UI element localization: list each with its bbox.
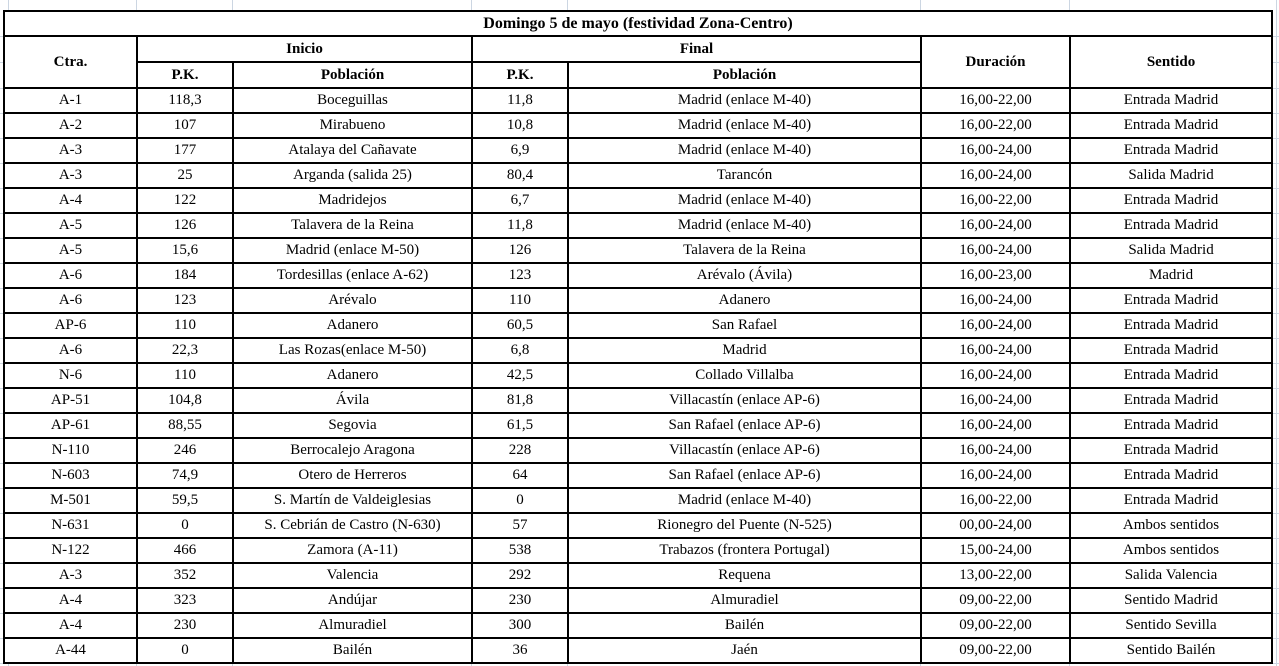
cell-inicio-poblacion: Las Rozas(enlace M-50) xyxy=(233,338,472,363)
header-final-poblacion: Población xyxy=(568,62,921,88)
cell-final-poblacion: Jaén xyxy=(568,638,921,663)
cell-ctra: AP-6 xyxy=(4,313,137,338)
cell-ctra: N-122 xyxy=(4,538,137,563)
cell-inicio-pk: 123 xyxy=(137,288,233,313)
cell-sentido: Sentido Madrid xyxy=(1070,588,1272,613)
table-row xyxy=(4,88,1272,113)
cell-sentido: Sentido Sevilla xyxy=(1070,613,1272,638)
cell-duracion: 16,00-24,00 xyxy=(921,163,1070,188)
title-row xyxy=(4,11,1272,36)
cell-final-pk: 228 xyxy=(472,438,568,463)
table-row xyxy=(4,338,1272,363)
header-inicio: Inicio xyxy=(137,36,472,62)
cell-duracion: 16,00-23,00 xyxy=(921,263,1070,288)
cell-final-poblacion: Trabazos (frontera Portugal) xyxy=(568,538,921,563)
table-row xyxy=(4,188,1272,213)
cell-final-poblacion: Madrid (enlace M-40) xyxy=(568,138,921,163)
cell-duracion: 16,00-24,00 xyxy=(921,363,1070,388)
cell-duracion: 16,00-24,00 xyxy=(921,238,1070,263)
cell-final-poblacion: San Rafael xyxy=(568,313,921,338)
cell-ctra: A-44 xyxy=(4,638,137,663)
cell-inicio-pk: 118,3 xyxy=(137,88,233,113)
cell-inicio-pk: 22,3 xyxy=(137,338,233,363)
table-row xyxy=(4,263,1272,288)
cell-final-poblacion: Collado Villalba xyxy=(568,363,921,388)
table-row xyxy=(4,363,1272,388)
cell-final-pk: 300 xyxy=(472,613,568,638)
cell-sentido: Entrada Madrid xyxy=(1070,138,1272,163)
table-row xyxy=(4,238,1272,263)
cell-sentido: Entrada Madrid xyxy=(1070,363,1272,388)
cell-ctra: A-5 xyxy=(4,213,137,238)
cell-final-poblacion: Villacastín (enlace AP-6) xyxy=(568,438,921,463)
cell-ctra: A-3 xyxy=(4,138,137,163)
cell-final-pk: 64 xyxy=(472,463,568,488)
cell-ctra: A-6 xyxy=(4,338,137,363)
cell-final-poblacion: Madrid (enlace M-40) xyxy=(568,88,921,113)
cell-final-poblacion: Madrid (enlace M-40) xyxy=(568,188,921,213)
cell-inicio-poblacion: Talavera de la Reina xyxy=(233,213,472,238)
cell-ctra: N-603 xyxy=(4,463,137,488)
cell-final-pk: 6,8 xyxy=(472,338,568,363)
cell-inicio-pk: 25 xyxy=(137,163,233,188)
cell-duracion: 16,00-22,00 xyxy=(921,188,1070,213)
cell-final-pk: 110 xyxy=(472,288,568,313)
cell-final-pk: 36 xyxy=(472,638,568,663)
cell-duracion: 16,00-24,00 xyxy=(921,388,1070,413)
cell-duracion: 00,00-24,00 xyxy=(921,513,1070,538)
table-row xyxy=(4,113,1272,138)
header-duracion: Duración xyxy=(921,36,1070,88)
cell-inicio-poblacion: Boceguillas xyxy=(233,88,472,113)
cell-inicio-poblacion: Atalaya del Cañavate xyxy=(233,138,472,163)
cell-sentido: Madrid xyxy=(1070,263,1272,288)
table-row xyxy=(4,438,1272,463)
cell-duracion: 16,00-22,00 xyxy=(921,113,1070,138)
table-row xyxy=(4,288,1272,313)
table-row xyxy=(4,313,1272,338)
cell-duracion: 09,00-22,00 xyxy=(921,638,1070,663)
cell-final-poblacion: Requena xyxy=(568,563,921,588)
cell-inicio-poblacion: Arganda (salida 25) xyxy=(233,163,472,188)
cell-inicio-pk: 230 xyxy=(137,613,233,638)
cell-inicio-pk: 122 xyxy=(137,188,233,213)
table-row xyxy=(4,588,1272,613)
header-row-groups xyxy=(4,36,1272,62)
cell-final-poblacion: Arévalo (Ávila) xyxy=(568,263,921,288)
cell-inicio-poblacion: Andújar xyxy=(233,588,472,613)
cell-final-pk: 10,8 xyxy=(472,113,568,138)
cell-sentido: Entrada Madrid xyxy=(1070,338,1272,363)
cell-final-poblacion: Talavera de la Reina xyxy=(568,238,921,263)
cell-final-poblacion: Almuradiel xyxy=(568,588,921,613)
cell-inicio-pk: 110 xyxy=(137,313,233,338)
cell-final-pk: 6,9 xyxy=(472,138,568,163)
cell-final-pk: 538 xyxy=(472,538,568,563)
cell-inicio-pk: 184 xyxy=(137,263,233,288)
table-title: Domingo 5 de mayo (festividad Zona-Centro) xyxy=(4,11,1272,36)
cell-final-pk: 57 xyxy=(472,513,568,538)
cell-inicio-poblacion: Berrocalejo Aragona xyxy=(233,438,472,463)
cell-sentido: Entrada Madrid xyxy=(1070,463,1272,488)
cell-ctra: A-4 xyxy=(4,613,137,638)
table-row xyxy=(4,613,1272,638)
cell-inicio-poblacion: S. Martín de Valdeiglesias xyxy=(233,488,472,513)
cell-inicio-pk: 15,6 xyxy=(137,238,233,263)
table-row xyxy=(4,163,1272,188)
cell-inicio-poblacion: Bailén xyxy=(233,638,472,663)
cell-inicio-poblacion: Madrid (enlace M-50) xyxy=(233,238,472,263)
cell-final-pk: 123 xyxy=(472,263,568,288)
cell-sentido: Entrada Madrid xyxy=(1070,438,1272,463)
cell-duracion: 13,00-22,00 xyxy=(921,563,1070,588)
cell-final-poblacion: Madrid (enlace M-40) xyxy=(568,113,921,138)
cell-final-poblacion: Bailén xyxy=(568,613,921,638)
cell-ctra: A-1 xyxy=(4,88,137,113)
cell-final-pk: 0 xyxy=(472,488,568,513)
cell-ctra: N-110 xyxy=(4,438,137,463)
cell-sentido: Salida Madrid xyxy=(1070,163,1272,188)
cell-final-pk: 6,7 xyxy=(472,188,568,213)
header-inicio-pk: P.K. xyxy=(137,62,233,88)
cell-duracion: 16,00-22,00 xyxy=(921,88,1070,113)
cell-inicio-pk: 177 xyxy=(137,138,233,163)
cell-ctra: N-631 xyxy=(4,513,137,538)
cell-inicio-poblacion: Mirabueno xyxy=(233,113,472,138)
cell-duracion: 16,00-24,00 xyxy=(921,463,1070,488)
cell-sentido: Sentido Bailén xyxy=(1070,638,1272,663)
cell-ctra: M-501 xyxy=(4,488,137,513)
cell-final-poblacion: Adanero xyxy=(568,288,921,313)
cell-final-poblacion: Tarancón xyxy=(568,163,921,188)
cell-inicio-pk: 352 xyxy=(137,563,233,588)
table-row xyxy=(4,213,1272,238)
cell-final-poblacion: San Rafael (enlace AP-6) xyxy=(568,463,921,488)
cell-final-pk: 126 xyxy=(472,238,568,263)
cell-ctra: A-3 xyxy=(4,163,137,188)
cell-inicio-poblacion: Zamora (A-11) xyxy=(233,538,472,563)
cell-final-pk: 11,8 xyxy=(472,213,568,238)
cell-final-pk: 81,8 xyxy=(472,388,568,413)
table-row xyxy=(4,388,1272,413)
cell-sentido: Salida Valencia xyxy=(1070,563,1272,588)
table-row xyxy=(4,638,1272,663)
cell-final-poblacion: Rionegro del Puente (N-525) xyxy=(568,513,921,538)
cell-duracion: 16,00-24,00 xyxy=(921,213,1070,238)
cell-ctra: A-4 xyxy=(4,188,137,213)
cell-ctra: A-3 xyxy=(4,563,137,588)
cell-duracion: 16,00-24,00 xyxy=(921,313,1070,338)
cell-inicio-poblacion: Adanero xyxy=(233,313,472,338)
cell-duracion: 09,00-22,00 xyxy=(921,588,1070,613)
cell-inicio-pk: 74,9 xyxy=(137,463,233,488)
cell-final-poblacion: Madrid xyxy=(568,338,921,363)
table-row xyxy=(4,138,1272,163)
cell-inicio-pk: 104,8 xyxy=(137,388,233,413)
cell-duracion: 16,00-24,00 xyxy=(921,138,1070,163)
cell-inicio-pk: 59,5 xyxy=(137,488,233,513)
table-row xyxy=(4,513,1272,538)
cell-sentido: Entrada Madrid xyxy=(1070,288,1272,313)
cell-sentido: Ambos sentidos xyxy=(1070,538,1272,563)
cell-inicio-pk: 88,55 xyxy=(137,413,233,438)
header-sentido: Sentido xyxy=(1070,36,1272,88)
cell-inicio-pk: 323 xyxy=(137,588,233,613)
cell-inicio-pk: 126 xyxy=(137,213,233,238)
cell-sentido: Salida Madrid xyxy=(1070,238,1272,263)
cell-inicio-poblacion: Tordesillas (enlace A-62) xyxy=(233,263,472,288)
cell-final-poblacion: Madrid (enlace M-40) xyxy=(568,213,921,238)
cell-final-pk: 292 xyxy=(472,563,568,588)
cell-inicio-poblacion: Arévalo xyxy=(233,288,472,313)
cell-inicio-pk: 0 xyxy=(137,638,233,663)
cell-ctra: A-2 xyxy=(4,113,137,138)
cell-duracion: 16,00-22,00 xyxy=(921,488,1070,513)
cell-duracion: 15,00-24,00 xyxy=(921,538,1070,563)
cell-duracion: 16,00-24,00 xyxy=(921,288,1070,313)
cell-duracion: 09,00-22,00 xyxy=(921,613,1070,638)
cell-ctra: A-4 xyxy=(4,588,137,613)
cell-inicio-poblacion: Valencia xyxy=(233,563,472,588)
cell-inicio-pk: 246 xyxy=(137,438,233,463)
cell-sentido: Entrada Madrid xyxy=(1070,188,1272,213)
cell-ctra: N-6 xyxy=(4,363,137,388)
cell-ctra: AP-51 xyxy=(4,388,137,413)
cell-final-pk: 60,5 xyxy=(472,313,568,338)
cell-inicio-poblacion: Madridejos xyxy=(233,188,472,213)
traffic-restrictions-table xyxy=(3,10,1273,664)
header-final: Final xyxy=(472,36,921,62)
cell-inicio-poblacion: Adanero xyxy=(233,363,472,388)
header-inicio-poblacion: Población xyxy=(233,62,472,88)
cell-final-pk: 61,5 xyxy=(472,413,568,438)
table-row xyxy=(4,538,1272,563)
cell-sentido: Entrada Madrid xyxy=(1070,88,1272,113)
cell-final-pk: 11,8 xyxy=(472,88,568,113)
cell-inicio-poblacion: Otero de Herreros xyxy=(233,463,472,488)
gridline-vertical xyxy=(1276,0,1277,666)
header-ctra: Ctra. xyxy=(4,36,137,88)
cell-final-pk: 80,4 xyxy=(472,163,568,188)
cell-sentido: Entrada Madrid xyxy=(1070,213,1272,238)
cell-inicio-poblacion: Almuradiel xyxy=(233,613,472,638)
cell-final-poblacion: Madrid (enlace M-40) xyxy=(568,488,921,513)
cell-final-poblacion: Villacastín (enlace AP-6) xyxy=(568,388,921,413)
cell-sentido: Ambos sentidos xyxy=(1070,513,1272,538)
cell-inicio-pk: 107 xyxy=(137,113,233,138)
cell-final-pk: 230 xyxy=(472,588,568,613)
cell-sentido: Entrada Madrid xyxy=(1070,313,1272,338)
cell-sentido: Entrada Madrid xyxy=(1070,488,1272,513)
cell-ctra: A-6 xyxy=(4,288,137,313)
table-row xyxy=(4,488,1272,513)
table-row xyxy=(4,563,1272,588)
cell-inicio-pk: 0 xyxy=(137,513,233,538)
cell-inicio-pk: 466 xyxy=(137,538,233,563)
cell-ctra: A-6 xyxy=(4,263,137,288)
cell-ctra: AP-61 xyxy=(4,413,137,438)
cell-sentido: Entrada Madrid xyxy=(1070,388,1272,413)
table-row xyxy=(4,413,1272,438)
cell-final-pk: 42,5 xyxy=(472,363,568,388)
header-final-pk: P.K. xyxy=(472,62,568,88)
cell-sentido: Entrada Madrid xyxy=(1070,113,1272,138)
cell-inicio-pk: 110 xyxy=(137,363,233,388)
table-row xyxy=(4,463,1272,488)
cell-duracion: 16,00-24,00 xyxy=(921,413,1070,438)
cell-inicio-poblacion: S. Cebrián de Castro (N-630) xyxy=(233,513,472,538)
cell-duracion: 16,00-24,00 xyxy=(921,338,1070,363)
cell-final-poblacion: San Rafael (enlace AP-6) xyxy=(568,413,921,438)
cell-inicio-poblacion: Ávila xyxy=(233,388,472,413)
cell-sentido: Entrada Madrid xyxy=(1070,413,1272,438)
cell-inicio-poblacion: Segovia xyxy=(233,413,472,438)
cell-duracion: 16,00-24,00 xyxy=(921,438,1070,463)
cell-ctra: A-5 xyxy=(4,238,137,263)
